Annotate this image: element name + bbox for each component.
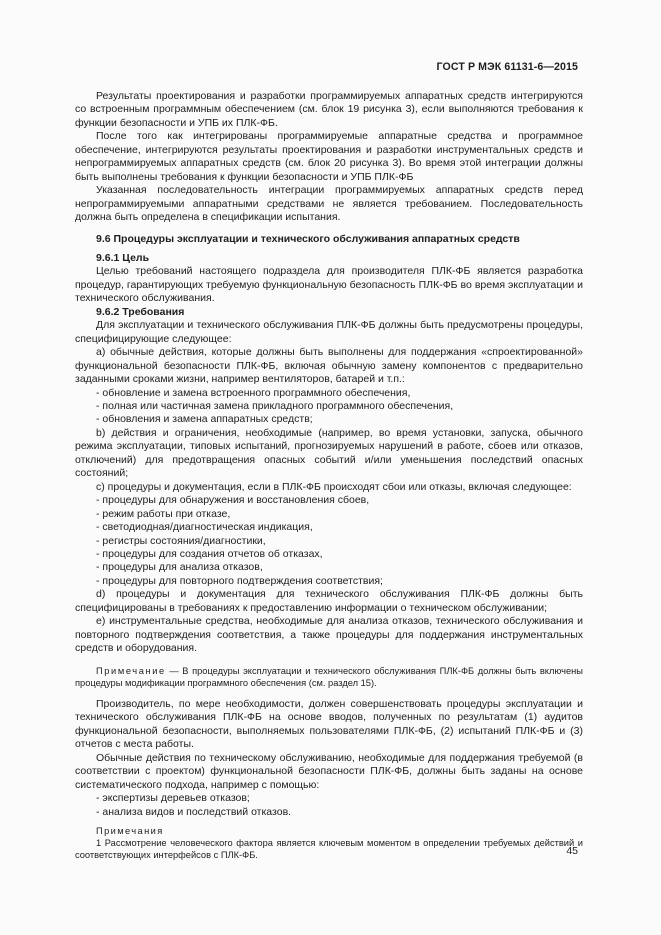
list-item-e: е) инструментальные средства, необходимые для анализа отказов, технического обслуживания и повторного подтверждения соответствия, а также процедуры для поддержания инструментальных средств и оборудования. — [75, 615, 583, 655]
subsection-heading-9-6-1: 9.6.1 Цель — [96, 251, 150, 264]
paragraph: Указанная последовательность интеграции программируемых аппаратных средств перед непрограммируемыми аппаратными средствами не является требованием. Последовательность должна быть определена в спецификации испытания. — [75, 184, 583, 224]
list-item: - процедуры для повторного подтверждения соответствия; — [96, 574, 383, 587]
list-item: - экспертизы деревьев отказов; — [96, 792, 250, 805]
list-item: - светодиодная/диагностическая индикация, — [96, 521, 313, 534]
paragraph: Целью требований настоящего подраздела для производителя ПЛК-ФБ является разработка процедур, гарантирующих требуемую функциональную безопасность ПЛК-ФБ во время эксплуатации и технического обслуживания. — [75, 265, 583, 305]
subsection-heading-9-6-2: 9.6.2 Требования — [96, 305, 185, 318]
list-item: - процедуры для анализа отказов, — [96, 561, 263, 574]
page-body — [75, 90, 583, 862]
list-item: - процедуры для обнаружения и восстановления сбоев, — [96, 494, 370, 507]
list-item: - режим работы при отказе, — [96, 507, 231, 520]
list-item-b: b) действия и ограничения, необходимые (например, во время установки, запуска, обычного режима эксплуатации, типовых испытаний, прогнозируемых нарушений в работе, сбоев или отказов, отключений) для предотвращения опасных событий и/или уменьшения последствий опасных состояний; — [75, 426, 583, 480]
list-item: - регистры состояния/диагностики, — [96, 534, 266, 547]
paragraph: Для эксплуатации и технического обслуживания ПЛК-ФБ должны быть предусмотрены процедуры, специфицирующие следующее: — [75, 319, 583, 345]
list-item: - процедуры для создания отчетов об отказах, — [96, 547, 323, 560]
list-item-d: d) процедуры и документация для технического обслуживания ПЛК-ФБ должны быть специфицированы в требованиях к предоставлению информации о техническом обслуживании; — [75, 588, 583, 614]
note-label: Примечание — [96, 665, 166, 676]
note-text: — В процедуры эксплуатации и технического обслуживания ПЛК-ФБ должны быть включены процедуры модификации программного обеспечения (см. раздел 15). — [75, 665, 583, 688]
note-item: 1 Рассмотрение человеческого фактора является ключевым моментом в определении требуемых действий и соответствующих интерфейсов с ПЛК-ФБ. — [75, 838, 583, 861]
list-item: - анализа видов и последствий отказов. — [96, 805, 292, 818]
section-heading-9-6: 9.6 Процедуры эксплуатации и технического обслуживания аппаратных средств — [96, 232, 520, 245]
document-header: ГОСТ Р МЭК 61131-6—2015 — [436, 61, 578, 73]
note — [75, 665, 583, 689]
paragraph: После того как интегрированы программируемые аппаратные средства и программное обеспечение, интегрируются результаты проектирования и разработки инструментальных средств и непрограммируемых аппаратных средств (см. блок 20 рисунка 3). Во время этой интеграции должны быть выполнены требования к функции безопасности и УПБ ПЛК-ФБ — [75, 130, 583, 183]
notes-title: Примечания — [96, 826, 164, 837]
list-item: - обновления и замена аппаратных средств; — [96, 413, 313, 426]
paragraph: Производитель, по мере необходимости, должен совершенствовать процедуры эксплуатации и технического обслуживания ПЛК-ФБ на основе вводов, полученных по результатам (1) аудитов функциональной безопасности, выполняемых пользователями ПЛК-ФБ, (2) испытаний ПЛК-ФБ и (3) отчетов с места работы. — [75, 697, 583, 751]
paragraph: Обычные действия по техническому обслуживанию, необходимые для поддержания требуемой (в соответствии с проектом) функциональной безопасности ПЛК-ФБ, должны быть заданы на основе систематического подхода, например с помощью: — [75, 751, 583, 791]
paragraph: Результаты проектирования и разработки программируемых аппаратных средств интегрируются со встроенным программным обеспечением (см. блок 19 рисунка 3), если выполняются требования к функции безопасности и УПБ их ПЛК-ФБ. — [75, 90, 583, 129]
page-number: 45 — [566, 845, 578, 857]
list-item: - обновление и замена встроенного программного обеспечения, — [96, 386, 411, 399]
list-item: - полная или частичная замена прикладного программного обеспечения, — [96, 399, 454, 412]
list-item-c: с) процедуры и документация, если в ПЛК-ФБ происходят сбои или отказы, включая следующее: — [96, 480, 572, 493]
list-item-a: а) обычные действия, которые должны быть выполнены для поддержания «спроектированной» функциональной безопасности ПЛК-ФБ, включая обычную замену компонентов с предварительно заданными сроками жизни, например вентиляторов, батарей и т.п.: — [75, 346, 583, 386]
